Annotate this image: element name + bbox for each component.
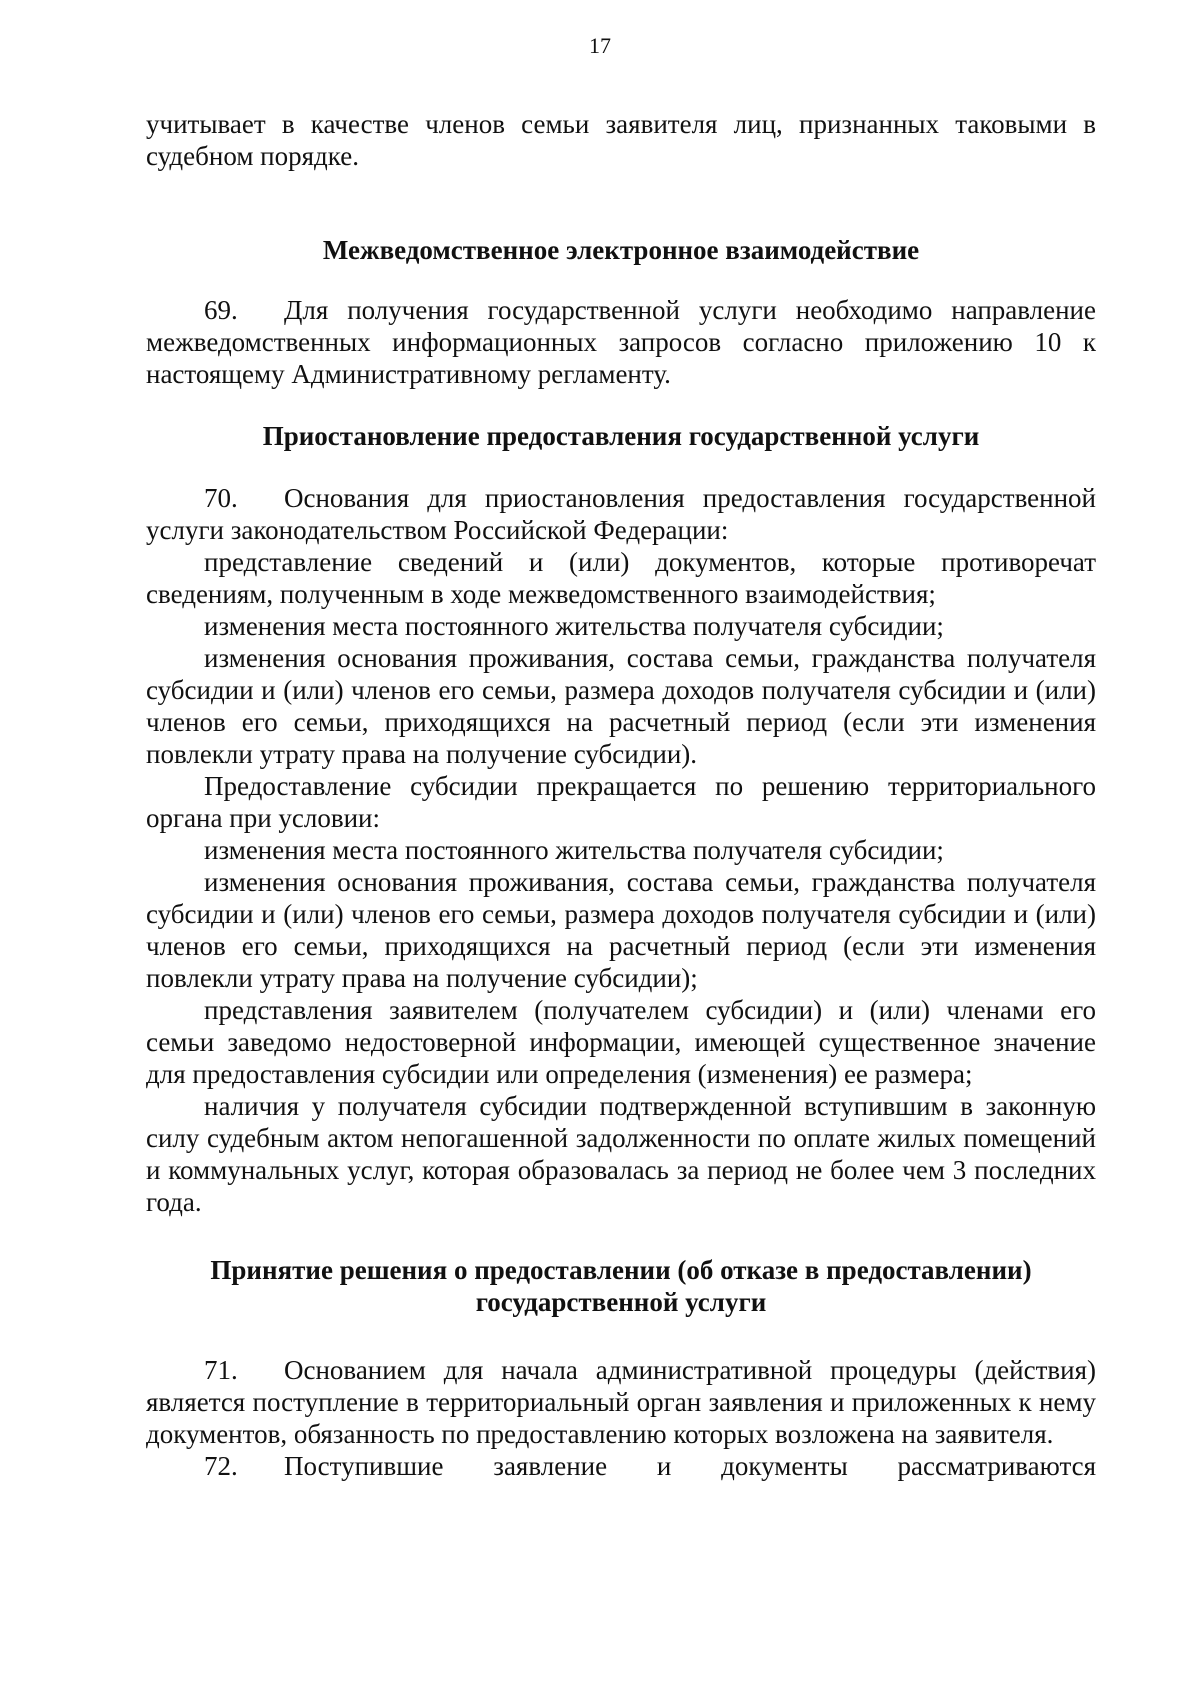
clause-70 [146, 482, 1096, 546]
clause-text: Основания для приостановления предоставления государственной услуги законодательством Российской Федерации: [146, 483, 1096, 545]
page-number: 17 [589, 33, 611, 58]
page-body [146, 108, 1096, 1482]
clause-number: 69. [204, 295, 238, 325]
clause-number: 70. [204, 483, 238, 513]
list-paragraph: изменения места постоянного жительства получателя субсидии; [204, 611, 944, 641]
clause-71 [146, 1354, 1096, 1450]
list-paragraph: изменения места постоянного жительства получателя субсидии; [204, 835, 944, 865]
clause-text: Поступившие заявление и документы рассматриваются [284, 1451, 1096, 1481]
list-paragraph: изменения основания проживания, состава семьи, гражданства получателя субсидии и (или) членов его семьи, размера доходов получателя субсидии и (или) членов его семьи, приходящихся на расчетный период (если эти изменения повлекли утрату права на получение субсидии); [146, 867, 1096, 993]
clause-text: Для получения государственной услуги необходимо направление межведомственных информационных запросов согласно приложению 10 к настоящему Административному регламенту. [146, 295, 1096, 389]
list-paragraph: изменения основания проживания, состава семьи, гражданства получателя субсидии и (или) членов его семьи, размера доходов получателя субсидии и (или) членов его семьи, приходящихся на расчетный период (если эти изменения повлекли утрату права на получение субсидии). [146, 643, 1096, 769]
list-paragraph: представление сведений и (или) документов, которые противоречат сведениям, полученным в ходе межведомственного взаимодействия; [146, 547, 1096, 609]
list-paragraph: представления заявителем (получателем субсидии) и (или) членами его семьи заведомо недостоверной информации, имеющей существенное значение для предоставления субсидии или определения (изменения) ее размера; [146, 995, 1096, 1089]
clause-number: 72. [204, 1451, 238, 1481]
section-heading-decision-line2: государственной услуги [475, 1287, 767, 1317]
section-heading-interdepartmental: Межведомственное электронное взаимодействие [322, 235, 920, 265]
clause-72 [146, 1450, 1096, 1482]
clause-69 [146, 294, 1096, 390]
clause-number: 71. [204, 1355, 238, 1385]
list-paragraph: Предоставление субсидии прекращается по решению территориального органа при условии: [146, 771, 1096, 833]
clause-text: Основанием для начала административной процедуры (действия) является поступление в территориальный орган заявления и приложенных к нему документов, обязанность по предоставлению которых возложена на заявителя. [146, 1355, 1096, 1449]
section-heading-decision-line1: Принятие решения о предоставлении (об отказе в предоставлении) [210, 1255, 1032, 1285]
section-heading-suspension: Приостановление предоставления государственной услуги [262, 421, 980, 451]
list-paragraph: наличия у получателя субсидии подтвержденной вступившим в законную силу судебным актом непогашенной задолженности по оплате жилых помещений и коммунальных услуг, которая образовалась за период не более чем 3 последних года. [146, 1091, 1096, 1217]
intro-paragraph: учитывает в качестве членов семьи заявителя лиц, признанных таковыми в судебном порядке. [146, 109, 1096, 171]
